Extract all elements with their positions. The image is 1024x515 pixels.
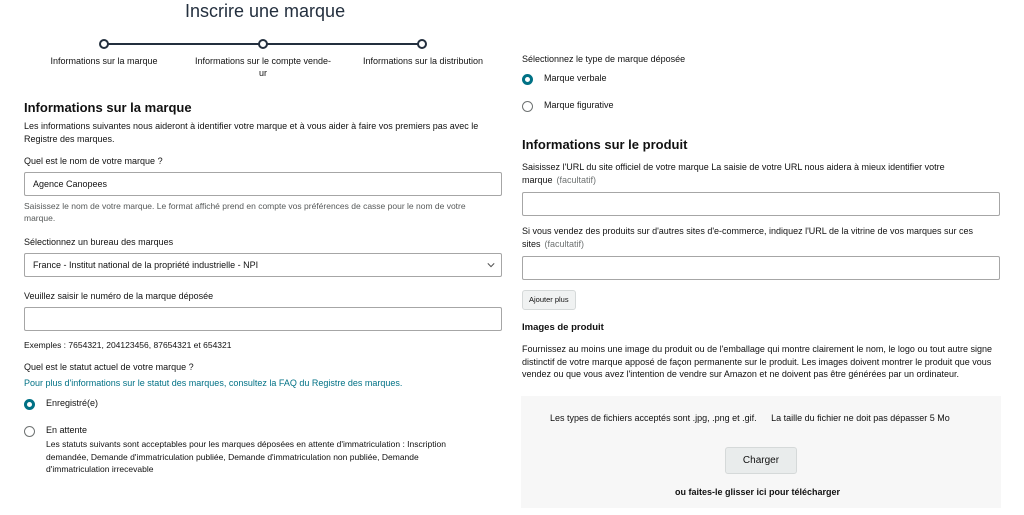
ecommerce-url-label-text: Si vous vendez des produits sur d'autres sites d'e-commerce, indiquez l'URL de la vitrine de vos marques sur ces sites [522,226,974,249]
mark-type-figurative-label[interactable]: Marque figurative [544,100,614,110]
trademark-number-input[interactable] [24,307,502,331]
brand-name-input[interactable]: Agence Canopees [24,172,502,196]
mark-type-label: Sélectionnez le type de marque déposée [522,54,686,64]
brand-intro: Les informations suivantes nous aideront à identifier votre marque et à vous aider à faire vos premiers pas avec le Registre des marques. [24,121,479,144]
trademark-office-label: Sélectionnez un bureau des marques [24,237,174,247]
ecommerce-url-label [522,225,992,251]
official-url-optional: (facultatif) [556,175,597,185]
brand-info-heading: Informations sur la marque [24,100,192,115]
add-more-button[interactable]: Ajouter plus [522,290,576,310]
official-url-label [522,161,982,187]
step-label-distribution[interactable]: Informations sur la distribution [362,56,484,66]
product-images-desc: Fournissez au moins une image du produit ou de l'emballage qui montre clairement le nom, le logo ou tout autre signe distinctif de votre marque apposé de façon permanente sur le produit. Les images doivent montrer le produit que vous vendez ou que vous avez l'intention de vendre sur Amazon et ne doivent pas être générées par un ordinateur. [522,344,992,379]
brand-name-label: Quel est le nom de votre marque ? [24,156,163,166]
file-types-text: Les types de fichiers acceptés sont .jpg, .png et .gif. [550,413,757,423]
stepper-line [266,43,418,45]
step-dot[interactable] [417,39,427,49]
step-label-seller-account[interactable]: Informations sur le compte vende- ur [194,56,332,78]
status-registered-label[interactable]: Enregistré(e) [46,398,99,408]
official-url-label-text: Saisissez l'URL du site officiel de votre marque La saisie de votre URL nous aidera à mieux identifier votre marque [522,162,945,185]
status-registered-radio[interactable] [24,399,35,410]
mark-type-verbal-label[interactable]: Marque verbale [544,73,607,83]
step-label-brand[interactable]: Informations sur la marque [50,56,158,66]
status-pending-note: Les statuts suivants sont acceptables pour les marques déposées en attente d'immatriculation : Inscription demandée, Demande d'immatriculation publiée, Demande d'immatriculation non publiée, Demande d'immatriculation irrecevable [46,439,446,474]
chevron-down-icon [487,261,495,269]
mark-type-figurative-radio[interactable] [522,101,533,112]
brand-name-hint: Saisissez le nom de votre marque. Le format affiché prend en compte vos préférences de casse pour le nom de votre marque. [24,201,466,223]
file-types-note [550,412,950,425]
step-dot-current[interactable] [99,39,109,49]
trademark-number-examples: Exemples : 7654321, 204123456, 87654321 et 654321 [24,340,232,350]
trademark-office-select[interactable] [24,253,502,277]
status-pending-radio[interactable] [24,426,35,437]
step-dot[interactable] [258,39,268,49]
page-title: Inscrire une marque [185,1,346,21]
trademark-status-faq-link[interactable]: Pour plus d'informations sur le statut des marques, consultez la FAQ du Registre des marques. [24,378,403,388]
trademark-number-label: Veuillez saisir le numéro de la marque déposée [24,291,214,301]
product-info-heading: Informations sur le produit [522,137,688,152]
trademark-status-label: Quel est le statut actuel de votre marque ? [24,362,194,372]
upload-button[interactable]: Charger [725,447,797,474]
file-size-text: La taille du fichier ne doit pas dépasser 5 Mo [771,413,950,423]
official-url-input[interactable] [522,192,1000,216]
status-pending-label[interactable]: En attente [46,425,88,435]
mark-type-verbal-radio[interactable] [522,74,533,85]
trademark-office-value: France - Institut national de la propriété industrielle - NPI [33,260,259,270]
product-images-heading: Images de produit [522,322,604,333]
ecommerce-url-input[interactable] [522,256,1000,280]
drag-drop-hint: ou faites-le glisser ici pour télécharger [675,487,841,497]
stepper-line [104,43,262,45]
ecommerce-url-optional: (facultatif) [544,239,585,249]
